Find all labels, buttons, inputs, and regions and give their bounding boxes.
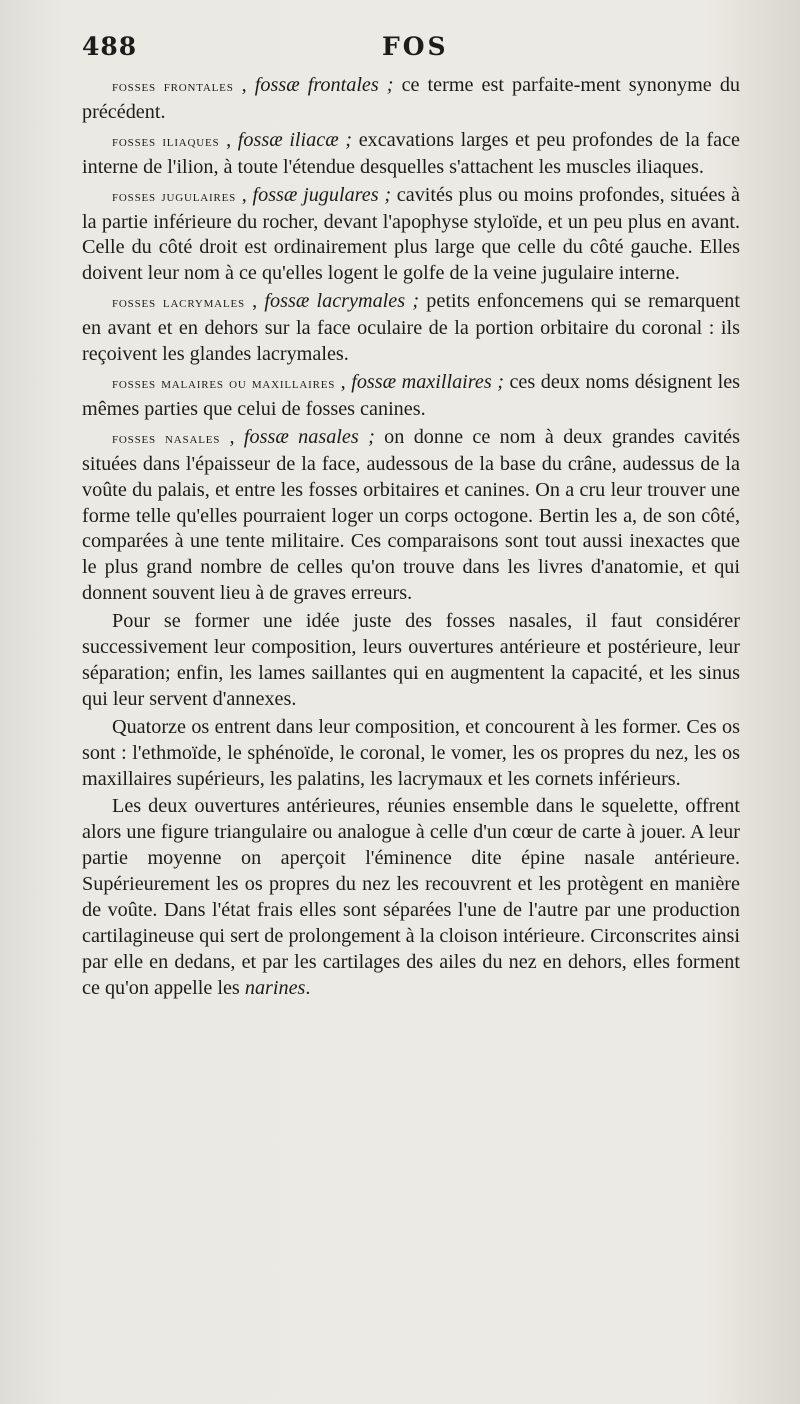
entry-latin: fossæ frontales ; — [254, 74, 394, 96]
entry-fosses-jugulaires: fosses jugulaires , fossæ jugulares ; cavités plus ou moins profondes, situées à la partie inférieure du rocher, devant l'apophyse styloïde, et un peu plus en avant. Celle du côté droit est ordinairement plus large que celle du côté gauche. Elles doivent leur nom à ce qu'elles logent le golfe de la veine jugulaire interne. — [82, 183, 740, 285]
entry-fosses-nasales: fosses nasales , fossæ nasales ; on donne ce nom à deux grandes cavités situées dans l'épaisseur de la face, audessous de la base du crâne, audessus de la voûte du palais, et entre les fosses orbitaires et canines. On a cru leur trouver une forme telle qu'elles pourraient loger un corps octogone. Bertin les a, de son côté, comparées à une tente militaire. Ces comparaisons sont tout aussi inexactes que le plus grand nombre de celles qu'on trouve dans les livres d'anatomie, et qui donnent souvent lieu à de graves erreurs. — [82, 425, 740, 605]
entry-term: fosses lacrymales — [112, 294, 245, 312]
entry-term: fosses malaires ou maxillaires — [112, 374, 336, 392]
entry-latin: fossæ lacrymales ; — [264, 290, 420, 313]
entry-text: petits enfoncemens qui se remarquent en avant et en dehors sur la face oculaire de la portion orbitaire du coronal : ils reçoivent les glandes lacrymales. — [82, 290, 740, 366]
text-body — [82, 73, 740, 1004]
entry-latin: fossæ nasales ; — [243, 425, 375, 448]
running-head: FOS — [382, 32, 449, 61]
entry-fosses-malaires: fosses malaires ou maxillaires , fossæ maxillaires ; ces deux noms désignent les mêmes parties que celui de fosses canines. — [82, 370, 741, 420]
entry-term: fosses iliaques — [112, 132, 220, 150]
entry-text: ces deux noms désignent les mêmes parties que celui de fosses canines. — [82, 370, 741, 420]
paragraph-composition-intro — [82, 609, 740, 713]
page-number: 488 — [82, 32, 138, 61]
entry-term: fosses nasales — [112, 429, 221, 447]
entry-term: fosses frontales — [112, 78, 234, 95]
page-header — [82, 32, 742, 72]
entry-term: fosses jugulaires — [112, 187, 237, 205]
entry-fosses-frontales: fosses frontales , fossæ frontales ; ce terme est parfaite-ment synonyme du précédent. — [82, 74, 741, 123]
entry-latin: fossæ maxillaires ; — [351, 370, 504, 393]
entry-text: excavations larges et peu profondes de la face interne de l'ilion, à toute l'étendue desquelles s'attachent les muscles iliaques. — [82, 128, 740, 178]
entry-latin: fossæ iliacæ ; — [237, 128, 353, 151]
paragraph-italic: narines — [244, 976, 306, 999]
entry-text: cavités plus ou moins profondes, situées à la partie inférieure du rocher, devant l'apophyse styloïde, et un peu plus en avant. Celle du côté droit est ordinairement plus large que celle du côté gauche. Elles doivent leur nom à ce qu'elles logent le golfe de la veine jugulaire interne. — [82, 183, 740, 285]
entry-latin: fossæ jugulares ; — [252, 183, 392, 206]
paragraph-text: Pour se former une idée juste des fosses nasales, il faut considérer successivement leur composition, leurs ouvertures antérieure et postérieure, leur séparation; enfin, les lames saillantes qui en augmentent la capacité, et les sinus qui leur servent d'annexes. — [82, 610, 740, 710]
paragraph-text: Quatorze os entrent dans leur composition, et concourent à les former. Ces os sont : l'ethmoïde, le sphénoïde, le coronal, le vomer, les os propres du nez, les os maxillaires supérieurs, les palatins, les lacrymaux et les cornets inférieurs. — [82, 715, 740, 790]
entry-text: ce terme est parfaite-ment synonyme du précédent. — [82, 74, 741, 123]
entry-text: on donne ce nom à deux grandes cavités situées dans l'épaisseur de la face, audessous de la base du crâne, audessus de la voûte du palais, et entre les fosses orbitaires et canines. On a cru leur trouver une forme telle qu'elles pourraient loger un corps octogone. Bertin les a, de son côté, comparées à une tente militaire. Ces comparaisons sont tout aussi inexactes que le plus grand nombre de celles qu'on trouve dans les livres d'anatomie, et qui donnent souvent lieu à de graves erreurs. — [82, 425, 740, 605]
entry-fosses-iliaques: fosses iliaques , fossæ iliacæ ; excavations larges et peu profondes de la face interne de l'ilion, à toute l'étendue desquelles s'attachent les muscles iliaques. — [82, 128, 740, 178]
paragraph-quatorze-os — [82, 715, 740, 793]
paragraph-ouvertures: Les deux ouvertures antérieures, réunies ensemble dans le squelette, offrent alors une figure triangulaire ou analogue à celle d'un cœur de carte à jouer. A leur partie moyenne on aperçoit l'éminence dite épine nasale antérieure. Supérieurement les os propres du nez les recouvrent et les protègent en manière de voûte. Dans l'état frais elles sont séparées l'une de l'autre par une production cartilagineuse qui sert de prolongement à la cloison intérieure. Circonscrites ainsi par elle en dedans, et par les cartilages des ailes du nez en dehors, elles forment ce qu'on appelle les narines. — [82, 795, 740, 999]
entry-fosses-lacrymales: fosses lacrymales , fossæ lacrymales ; petits enfoncemens qui se remarquent en avant et en dehors sur la face oculaire de la portion orbitaire du coronal : ils reçoivent les glandes lacrymales. — [82, 290, 740, 366]
paragraph-text: Les deux ouvertures antérieures, réunies ensemble dans le squelette, offrent alors une figure triangulaire ou analogue à celle d'un cœur de carte à jouer. A leur partie moyenne on aperçoit l'éminence dite épine nasale antérieure. Supérieurement les os propres du nez les recouvrent et les protègent en manière de voûte. Dans l'état frais elles sont séparées l'une de l'autre par une production cartilagineuse qui sert de prolongement à la cloison intérieure. Circonscrites ainsi par elle en dedans, et par les cartilages des ailes du nez en dehors, elles forment ce qu'on appelle les — [82, 795, 740, 999]
